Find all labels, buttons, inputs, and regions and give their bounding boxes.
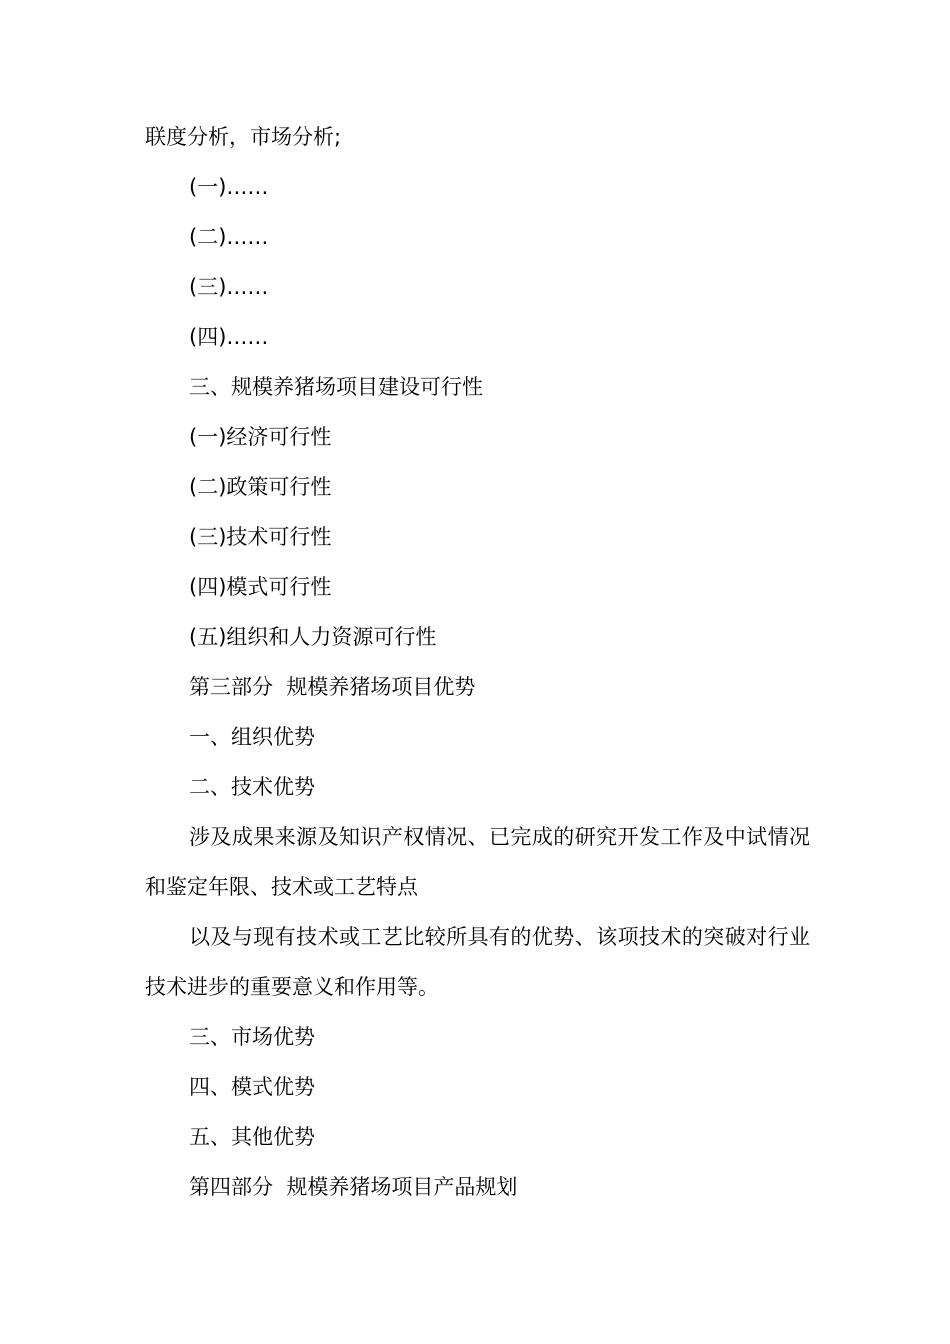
advantage-model: 四、模式优势 (189, 1075, 315, 1099)
feasibility-organization: (五)组织和人力资源可行性 (189, 625, 437, 649)
section-heading-feasibility: 三、规模养猪场项目建设可行性 (189, 375, 483, 399)
document-body (145, 112, 810, 1212)
feasibility-economic: (一)经济可行性 (189, 425, 332, 449)
paragraph-technical-advantages: 以及与现有技术或工艺比较所具有的优势、该项技术的突破对行业技术进步的重要意义和作用等。 (145, 925, 810, 999)
part-four-heading: 第四部分 规模养猪场项目产品规划 (189, 1175, 518, 1199)
advantage-organization: 一、组织优势 (189, 725, 315, 749)
text-line-continuation: 联度分析，市场分析; (145, 125, 342, 149)
list-item-1: (一)…… (189, 175, 269, 199)
list-item-4: (四)…… (189, 325, 269, 349)
list-item-2: (二)…… (189, 225, 269, 249)
advantage-market: 三、市场优势 (189, 1025, 315, 1049)
list-item-3: (三)…… (189, 275, 269, 299)
feasibility-model: (四)模式可行性 (189, 575, 332, 599)
feasibility-policy: (二)政策可行性 (189, 475, 332, 499)
part-three-heading: 第三部分 规模养猪场项目优势 (189, 675, 476, 699)
advantage-technical: 二、技术优势 (189, 775, 315, 799)
feasibility-technical: (三)技术可行性 (189, 525, 332, 549)
paragraph-technical-details: 涉及成果来源及知识产权情况、已完成的研究开发工作及中试情况和鉴定年限、技术或工艺特点 (145, 825, 810, 899)
advantage-other: 五、其他优势 (189, 1125, 315, 1149)
